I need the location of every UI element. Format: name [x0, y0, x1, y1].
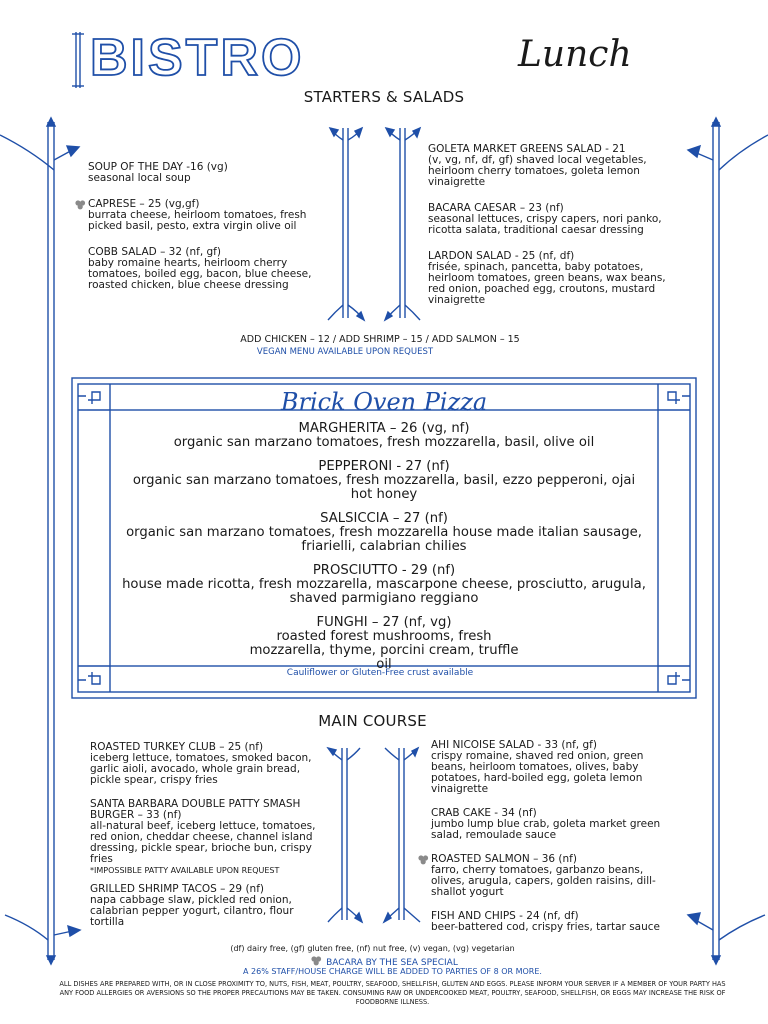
item-description: seasonal lettuces, crispy capers, nori panko, ricotta salata, traditional caesar dressing [428, 213, 662, 236]
pizza-item [110, 616, 658, 672]
item-name: PEPPERONI - 27 (nf) [318, 459, 450, 474]
item-name: GOLETA MARKET GREENS SALAD - 21 [428, 143, 626, 155]
pizza-item [110, 422, 658, 450]
item-name: ROASTED TURKEY CLUB – 25 (nf) [90, 741, 264, 753]
pizza-item [110, 564, 658, 606]
vegan-note: VEGAN MENU AVAILABLE UPON REQUEST [256, 347, 434, 357]
menu-item [428, 144, 673, 188]
menu-item [428, 203, 673, 236]
item-note: *IMPOSSIBLE PATTY AVAILABLE UPON REQUEST [90, 866, 280, 875]
brand-logo: BISTRO [90, 29, 305, 87]
starters-heading: STARTERS & SALADS [303, 88, 465, 106]
addons-line: ADD CHICKEN – 12 / ADD SHRIMP – 15 / ADD SALMON – 15 [240, 334, 520, 345]
item-name: MARGHERITA – 26 (vg, nf) [298, 421, 470, 436]
item-name: SANTA BARBARA DOUBLE PATTY SMASH BURGER – 33 (nf) [90, 798, 301, 821]
menu-item [88, 162, 313, 184]
special-label: BACARA BY THE SEA SPECIAL [326, 958, 458, 968]
item-name: SALSICCIA – 27 (nf) [320, 511, 448, 526]
item-name: FUNGHI – 27 (nf, vg) [316, 615, 452, 630]
item-description: all-natural beef, iceberg lettuce, tomatoes, red onion, cheddar cheese, channel island dressing, pickle spear, brioche bun, crispy fries [90, 820, 316, 865]
item-name: ROASTED SALMON – 36 (nf) [431, 853, 577, 865]
item-description: crispy romaine, shaved red onion, green beans, heirloom tomatoes, olives, baby potatoes, hard-boiled egg, goleta lemon vinaigrette [431, 750, 644, 795]
main-right-column [431, 740, 676, 941]
item-name: CRAB CAKE - 34 (nf) [431, 807, 537, 819]
menu-item [90, 884, 330, 928]
item-description: burrata cheese, heirloom tomatoes, fresh picked basil, pesto, extra virgin olive oil [88, 209, 307, 232]
group-charge-note: A 26% STAFF/HOUSE CHARGE WILL BE ADDED TO PARTIES OF 8 OR MORE. [243, 967, 542, 976]
menu-item [431, 808, 676, 841]
item-name: SOUP OF THE DAY -16 (vg) [88, 161, 228, 173]
item-description: seasonal local soup [88, 172, 191, 184]
item-description: beer-battered cod, crispy fries, tartar sauce [431, 921, 660, 933]
item-name: FISH AND CHIPS - 24 (nf, df) [431, 910, 579, 922]
item-description: roasted forest mushrooms, fresh mozzarella, thyme, porcini cream, truffle oil [249, 629, 519, 672]
item-description: organic san marzano tomatoes, fresh mozzarella, basil, olive oil [173, 435, 595, 450]
pizza-list [110, 422, 658, 682]
item-description: organic san marzano tomatoes, fresh mozzarella, basil, ezzo pepperoni, ojai hot honey [132, 473, 636, 502]
item-description: house made ricotta, fresh mozzarella, mascarpone cheese, prosciutto, arugula, shaved parmigiano reggiano [122, 577, 646, 606]
item-name: GRILLED SHRIMP TACOS – 29 (nf) [90, 883, 264, 895]
menu-item [428, 251, 673, 306]
starters-left-column [88, 162, 313, 299]
item-description: farro, cherry tomatoes, garbanzo beans, olives, arugula, capers, golden raisins, dill-shallot yogurt [431, 864, 656, 898]
pizza-heading: Brick Oven Pizza [280, 388, 488, 416]
item-description: frisée, spinach, pancetta, baby potatoes, heirloom tomatoes, green beans, wax beans, red onion, poached egg, croutons, mustard vinaigrette [428, 261, 666, 306]
menu-item [88, 199, 313, 232]
dietary-legend: (df) dairy free, (gf) gluten free, (nf) nut free, (v) vegan, (vg) vegetarian [230, 944, 515, 953]
pizza-item [110, 460, 658, 502]
starters-right-column [428, 144, 673, 314]
main-course-heading: MAIN COURSE [318, 712, 427, 730]
menu-item [431, 911, 676, 933]
item-description: jumbo lump blue crab, goleta market green salad, remoulade sauce [431, 818, 661, 841]
item-description: napa cabbage slaw, pickled red onion, calabrian pepper yogurt, cilantro, flour tortilla [90, 894, 294, 928]
menu-item [431, 854, 676, 898]
allergy-disclaimer: ALL DISHES ARE PREPARED WITH, OR IN CLOSE PROXIMITY TO, NUTS, FISH, MEAT, POULTRY, SEAFOOD, SHELLFISH, GLUTEN AND EGGS. PLEASE INFORM YOUR SERVER IF A MEMBER OF YOUR PARTY HAS ANY FOOD ALLERGIES OR AVERSIONS SO THE PROPER PRECAUTIONS MAY BE TAKEN. CONSUMING RAW OR UNDERCOOKED MEAT, POULTRY, SEAFOOD, SHELLFISH, OR EGGS MAY INCREASE THE RISK OF FOODBORNE ILLNESS. [59, 980, 726, 1006]
bacara-leaf-icon [310, 955, 322, 966]
menu-item [88, 247, 313, 291]
meal-title: Lunch [518, 34, 632, 75]
item-name: LARDON SALAD - 25 (nf, df) [428, 250, 575, 262]
item-name: BACARA CAESAR – 23 (nf) [428, 202, 564, 214]
item-description: iceberg lettuce, tomatoes, smoked bacon, garlic aioli, avocado, whole grain bread, pickle spear, crispy fries [90, 752, 312, 786]
menu-item [431, 740, 676, 795]
item-description: (v, vg, nf, df, gf) shaved local vegetables, heirloom cherry tomatoes, goleta lemon vinaigrette [428, 154, 647, 188]
item-name: AHI NICOISE SALAD - 33 (nf, gf) [431, 739, 597, 751]
bacara-leaf-icon [417, 854, 429, 865]
pizza-item [110, 512, 658, 554]
item-name: CAPRESE – 25 (vg,gf) [88, 198, 200, 210]
item-name: PROSCIUTTO - 29 (nf) [312, 563, 456, 578]
main-left-column [90, 742, 330, 936]
item-description: baby romaine hearts, heirloom cherry tomatoes, boiled egg, bacon, blue cheese, roasted chicken, blue cheese dressing [88, 257, 312, 291]
crust-note: Cauliflower or Gluten-Free crust available [286, 668, 474, 678]
item-name: COBB SALAD – 32 (nf, gf) [88, 246, 221, 258]
bacara-leaf-icon [74, 199, 86, 210]
item-description: organic san marzano tomatoes, fresh mozzarella house made italian sausage, friarielli, calabrian chilies [126, 525, 642, 554]
menu-item [90, 742, 330, 786]
menu-item [90, 799, 330, 876]
